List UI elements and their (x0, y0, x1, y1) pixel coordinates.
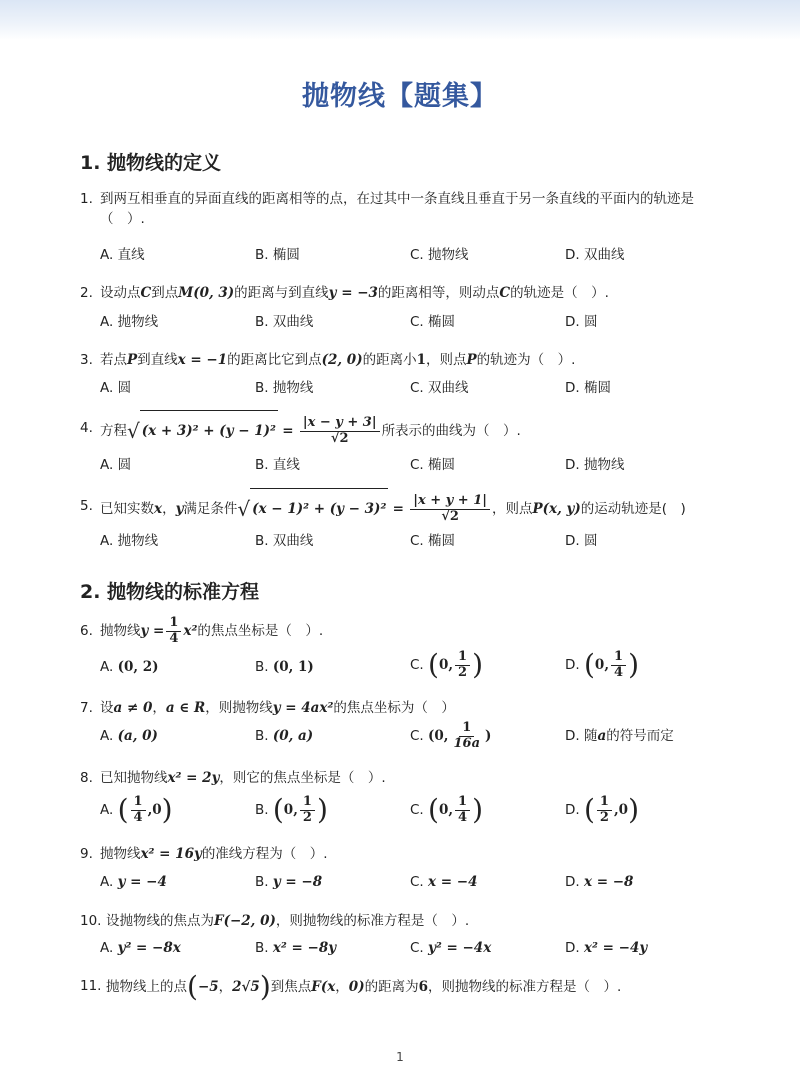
question-text: 到两互相垂直的异面直线的距离相等的点，在过其中一条直线且垂直于另一条直线的平面内的轨迹是（ ）. (100, 191, 694, 227)
option-d: D. ( $\frac{1}{2}$ ,0) (565, 793, 639, 826)
option-d: D. 圆 (565, 533, 598, 549)
question-text: 抛物线上的点(−5，2√5)到焦点F(x，0)的距离为6，则抛物线的标准方程是（ ）. (106, 970, 622, 1003)
question-text: 抛物线y = $\frac{1}{4}$ x²的焦点坐标是（ ）. (100, 615, 324, 646)
option-d: D. 抛物线 (565, 457, 625, 473)
question-3: 3. 若点P到直线x = −1的距离比它到点(2, 0)的距离小1，则点P的轨迹为（ ）. (80, 350, 720, 372)
option-c: C. (0, $\frac{1}{4}$ ) (410, 793, 484, 826)
option-c: C. y² = −4x (410, 940, 492, 956)
question-text: 方程√ (x + 3)² + (y − 1)² = $\frac{|x - y + 3|}{√2}$ 所表示的曲线为（ ）. (100, 410, 720, 451)
option-b: B. (0, 1) (255, 659, 314, 675)
question-text: 设抛物线的焦点为F(−2, 0)，则抛物线的标准方程是（ ）. (106, 913, 470, 929)
option-a: A. 抛物线 (100, 314, 159, 330)
question-10: 10. 设抛物线的焦点为F(−2, 0)，则抛物线的标准方程是（ ）. (80, 911, 720, 933)
option-d: D. 圆 (565, 314, 598, 330)
option-c: C. 椭圆 (410, 314, 456, 330)
option-a: A. (a, 0) (100, 728, 158, 744)
option-a: A. 圆 (100, 457, 132, 473)
option-c: C. 椭圆 (410, 457, 456, 473)
option-a: A. 圆 (100, 380, 132, 396)
section-heading-definition: 1. 抛物线的定义 (80, 152, 222, 174)
question-text: 已知抛物线x² = 2y，则它的焦点坐标是（ ）. (100, 770, 386, 786)
page-title: 抛物线【题集】 (302, 81, 498, 112)
option-b: B. (0, a) (255, 728, 314, 744)
option-c: C. 椭圆 (410, 533, 456, 549)
question-text: 若点P到直线x = −1的距离比它到点(2, 0)的距离小1，则点P的轨迹为（ ）. (100, 352, 576, 368)
option-d: D. 椭圆 (565, 380, 611, 396)
question-9: 9. 抛物线x² = 16y的准线方程为（ ）. (80, 844, 720, 866)
question-7: 7. 设a ≠ 0，a ∈ R，则抛物线y = 4ax²的焦点坐标为（ ） (80, 698, 720, 720)
option-c: C. 抛物线 (410, 247, 469, 263)
option-c: C. (0, $\frac{1}{16a}$ ) (410, 720, 492, 751)
question-8: 8. 已知抛物线x² = 2y，则它的焦点坐标是（ ）. (80, 768, 720, 790)
option-d: D. 双曲线 (565, 247, 625, 263)
option-a: A. (0, 2) (100, 659, 159, 675)
page-number: 1 (396, 1050, 404, 1064)
question-text: 设a ≠ 0，a ∈ R，则抛物线y = 4ax²的焦点坐标为（ ） (100, 700, 455, 716)
option-c: C. 双曲线 (410, 380, 469, 396)
question-text: 设动点C到点M(0, 3)的距离与到直线y = −3的距离相等，则动点C的轨迹是（ ）. (100, 285, 609, 301)
option-b: B. 直线 (255, 457, 300, 473)
question-11: 11. 抛物线上的点(−5，2√5)到焦点F(x，0)的距离为6，则抛物线的标准方程是（ ）. (80, 970, 720, 1004)
question-1: 1. 到两互相垂直的异面直线的距离相等的点，在过其中一条直线且垂直于另一条直线的平面内的轨迹是（ ）. (80, 189, 720, 233)
option-a: A. 直线 (100, 247, 145, 263)
option-a: A. y² = −8x (100, 940, 181, 956)
question-6: 6. 抛物线y = $\frac{1}{4}$ x²的焦点坐标是（ ）. (80, 612, 720, 650)
option-c: C. x = −4 (410, 874, 478, 890)
option-a: A. y = −4 (100, 874, 167, 890)
option-b: B. y = −8 (255, 874, 323, 890)
question-2: 2. 设动点C到点M(0, 3)的距离与到直线y = −3的距离相等，则动点C的轨迹是（ ）. (80, 283, 720, 305)
option-a: A. 抛物线 (100, 533, 159, 549)
question-4: 4. 方程√ (x + 3)² + (y − 1)² = $\frac{|x - y + 3|}{√2}$ 所表示的曲线为（ ）. (80, 410, 720, 450)
header-band (0, 0, 800, 40)
option-b: B. 双曲线 (255, 314, 314, 330)
option-b: B. (0, $\frac{1}{2}$ ) (255, 793, 328, 826)
option-d: D. x² = −4y (565, 940, 648, 956)
option-b: B. 椭圆 (255, 247, 300, 263)
option-b: B. 双曲线 (255, 533, 314, 549)
option-b: B. x² = −8y (255, 940, 337, 956)
question-text: 抛物线x² = 16y的准线方程为（ ）. (100, 846, 328, 862)
option-d: D. 随a的符号而定 (565, 728, 674, 744)
section-heading-standard-equation: 2. 抛物线的标准方程 (80, 581, 260, 603)
option-d: D. x = −8 (565, 874, 634, 890)
option-a: A. ( $\frac{1}{4}$ ,0) (100, 793, 173, 826)
question-5: 5. 已知实数x，y满足条件√ (x − 1)² + (y − 3)² = $\frac{|x + y + 1|}{√2}$ ，则点P(x, y)的运动轨迹是( ) (80, 488, 720, 528)
option-d: D. (0, $\frac{1}{4}$ ) (565, 648, 639, 681)
question-text: 已知实数x，y满足条件√ (x − 1)² + (y − 3)² = $\frac{|x + y + 1|}{√2}$ ，则点P(x, y)的运动轨迹是( ) (100, 488, 720, 529)
option-c: C. (0, $\frac{1}{2}$ ) (410, 648, 484, 681)
option-b: B. 抛物线 (255, 380, 314, 396)
